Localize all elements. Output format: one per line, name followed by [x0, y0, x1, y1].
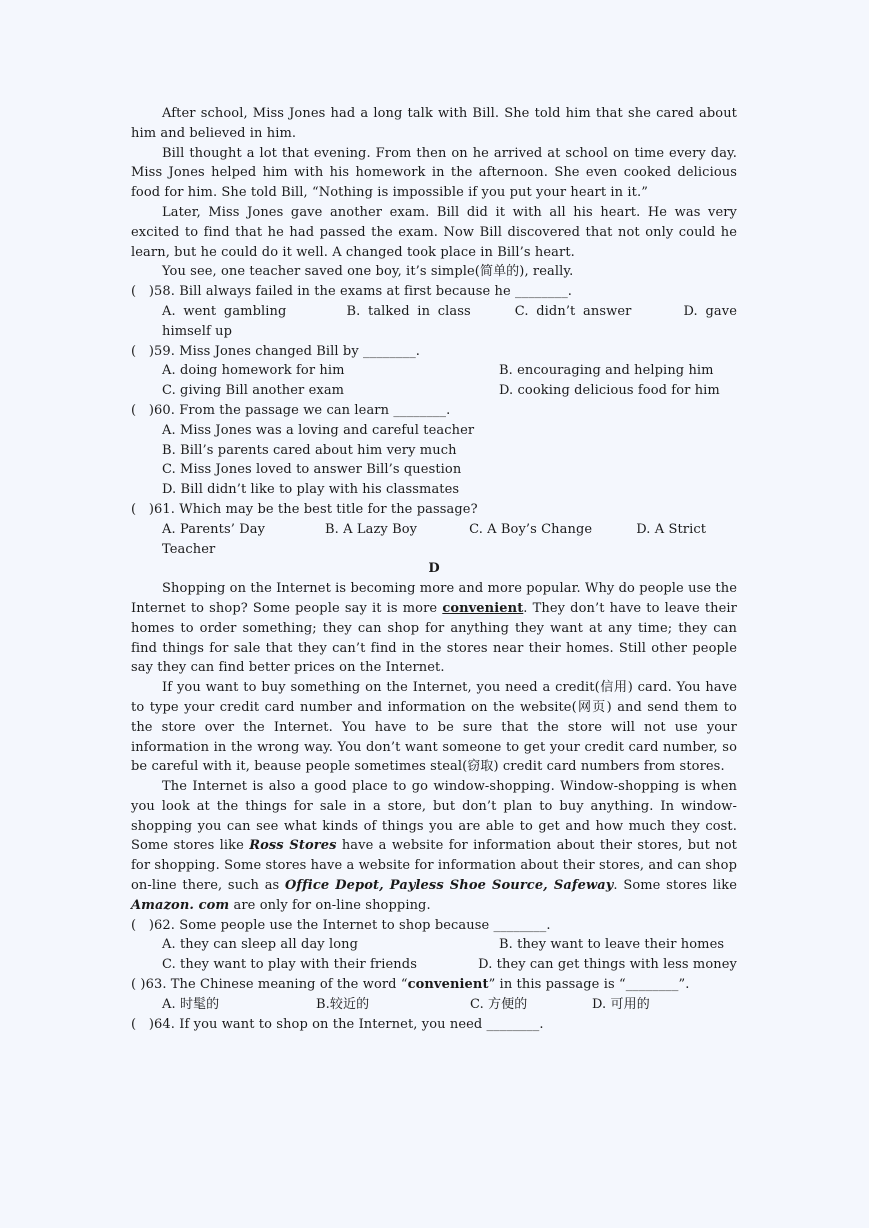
document-body: [131, 104, 737, 1034]
question-62-option-c: C. they want to play with their friends: [162, 957, 417, 973]
question-63-options: [131, 995, 737, 1015]
question-63-option-c: C. 方便的: [470, 996, 528, 1012]
question-59-option-d: D. cooking delicious food for him: [499, 383, 720, 399]
passage-d-paragraph-2: If you want to buy something on the Internet, you need a credit(信用) card. You have to type your credit card number and information on the website(网页) and send them to the store over the Internet. You have to be sure that the store will not use your information in the wrong way. You don’t want someone to get your credit card number, so be careful with it, beause people sometimes steal(窃取) credit card numbers from stores.: [131, 680, 737, 775]
question-62-option-b: B. they want to leave their homes: [499, 937, 725, 953]
passage-d-paragraph-1: [131, 579, 737, 678]
question-60-stem: ( )60. From the passage we can learn ________.: [131, 402, 451, 418]
question-59-options-row-1: [131, 361, 737, 381]
keyword-convenient: convenient: [442, 600, 524, 616]
passage-d-p3-text-a: The Internet is also a good place to go window-shopping. Window-shopping is when you look at the things for sale in a store, but don’t plan to buy anything. In window-shopping you can see what kinds of things you are able to get and how much they cost. Some stores like: [131, 779, 737, 854]
question-62-option-a: A. they can sleep all day long: [162, 937, 359, 953]
store-name-ross: Ross Stores: [249, 838, 337, 854]
question-63-keyword: convenient: [407, 977, 489, 993]
question-59-options-row-2: [131, 381, 737, 401]
passage-c-paragraph-1: After school, Miss Jones had a long talk with Bill. She told him that she cared about him and believed in him.: [131, 106, 737, 141]
passage-d-p1-text-b: . They don’t have to leave their homes to order something; they can shop for anything they want at any time; they can find things for sale that they can’t find in the stores near their homes. Still other people say they can find better prices on the Internet.: [131, 600, 738, 676]
question-62-stem: ( )62. Some people use the Internet to shop because ________.: [131, 917, 551, 933]
question-61-option-d: D. A Strict Teacher: [162, 521, 707, 557]
question-61-option-b: B. A Lazy Boy: [325, 521, 418, 537]
question-61-options: [131, 520, 737, 560]
question-63-option-a: A. 时髦的: [162, 996, 220, 1012]
question-60-option-c: C. Miss Jones loved to answer Bill’s question: [162, 462, 462, 478]
question-63-stem: [131, 975, 737, 995]
passage-d-p3-text-b: have a website for information about their stores, but not for shopping. Some stores have a website for information about their stores, and can shop on-line there, such as: [131, 838, 737, 894]
question-62-options-row-1: [131, 935, 737, 955]
question-61-option-a: A. Parents’ Day: [162, 521, 266, 537]
question-58-option-c: C. didn’t answer: [514, 303, 632, 319]
question-63-option-d: D. 可用的: [592, 996, 650, 1012]
question-59-option-c: C. giving Bill another exam: [162, 383, 345, 399]
question-62-options-row-2: [131, 955, 737, 975]
question-58-option-b: B. talked in class: [346, 303, 471, 319]
question-60-option-a: A. Miss Jones was a loving and careful teacher: [162, 422, 475, 438]
question-60-option-b: B. Bill’s parents cared about him very much: [162, 442, 457, 458]
question-58-options: [131, 302, 737, 342]
question-62-option-d: D. they can get things with less money: [478, 957, 737, 973]
question-58-option-d: D. gave himself up: [162, 303, 737, 339]
question-58-option-a: A. went gambling: [162, 303, 287, 319]
passage-d-p1-text-a: Shopping on the Internet is becoming more and more popular. Why do people use the Internet to shop? Some people say it is more: [131, 581, 737, 616]
question-61-option-c: C. A Boy’s Change: [469, 521, 593, 537]
question-60-option-d: D. Bill didn’t like to play with his classmates: [162, 482, 460, 498]
question-61-stem: ( )61. Which may be the best title for the passage?: [131, 501, 478, 517]
question-63-option-b: B.较近的: [316, 996, 370, 1012]
passage-c-paragraph-4: You see, one teacher saved one boy, it’s simple(简单的), really.: [162, 264, 574, 280]
question-59-option-a: A. doing homework for him: [162, 363, 345, 379]
question-58-stem: ( )58. Bill always failed in the exams at first because he ________.: [131, 284, 573, 300]
question-59-stem: ( )59. Miss Jones changed Bill by ________.: [131, 343, 421, 359]
passage-d-p3-text-c: . Some stores like: [613, 878, 737, 894]
store-name-amazon: Amazon. com: [131, 897, 230, 913]
passage-d-paragraph-3: [131, 777, 737, 916]
store-names-list: Office Depot, Payless Shoe Source, Safeway: [285, 878, 614, 894]
question-59-option-b: B. encouraging and helping him: [499, 363, 714, 379]
passage-c-paragraph-3: Later, Miss Jones gave another exam. Bill did it with all his heart. He was very excited to find that he had passed the exam. Now Bill discovered that not only could he learn, but he could do it well. A changed took place in Bill’s heart.: [131, 204, 737, 260]
section-d-heading: D: [428, 561, 440, 577]
passage-d-p3-text-d: are only for on-line shopping.: [229, 897, 431, 913]
question-64-stem: ( )64. If you want to shop on the Internet, you need ________.: [131, 1016, 544, 1032]
passage-c-paragraph-2: Bill thought a lot that evening. From then on he arrived at school on time every day. Miss Jones helped him with his homework in the afternoon. She even cooked delicious food for him. She told Bill, “Nothing is impossible if you put your heart in it.”: [131, 145, 737, 201]
question-63-stem-b: ” in this passage is “________”.: [488, 977, 690, 993]
question-63-stem-a: ( )63. The Chinese meaning of the word “: [131, 977, 408, 993]
